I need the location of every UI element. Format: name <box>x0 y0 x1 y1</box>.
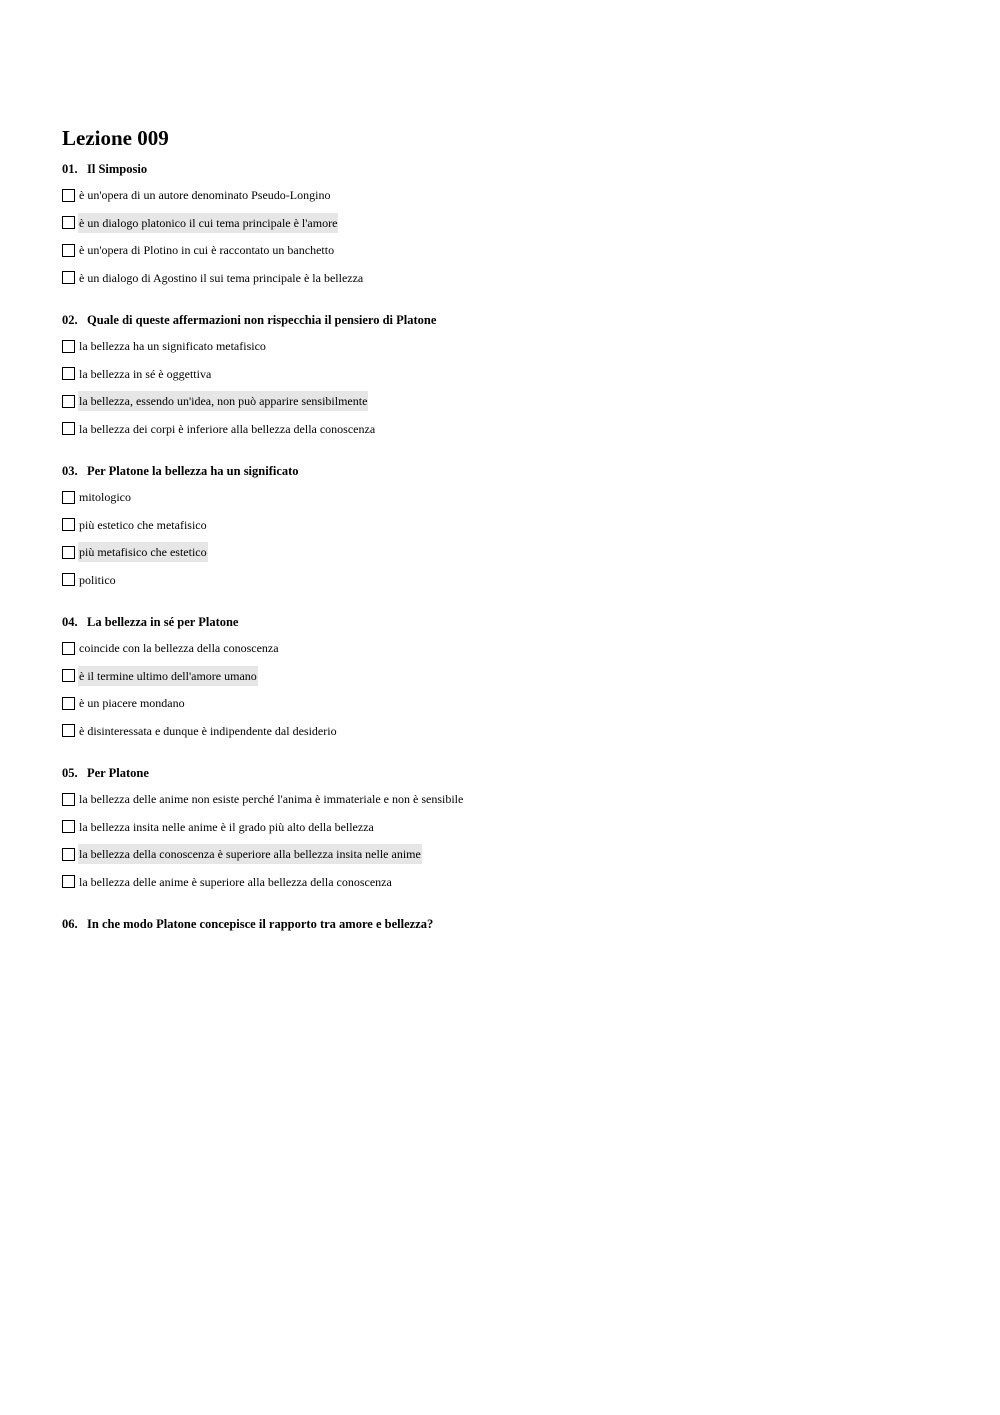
answer-text-highlighted: la bellezza della conoscenza è superiore alla bellezza insita nelle anime <box>78 844 422 864</box>
answer-text: la bellezza delle anime non esiste perché l'anima è immateriale e non è sensibile <box>79 792 464 806</box>
question-heading <box>62 461 962 481</box>
answer-checkbox[interactable] <box>62 724 75 737</box>
answer-checkbox[interactable] <box>62 422 75 435</box>
answer-option[interactable] <box>62 789 962 809</box>
answer-checkbox[interactable] <box>62 669 75 682</box>
answer-checkbox[interactable] <box>62 820 75 833</box>
answer-option[interactable] <box>62 570 962 590</box>
answer-text: è un piacere mondano <box>79 696 185 711</box>
answer-checkbox[interactable] <box>62 395 75 408</box>
answer-option[interactable] <box>62 185 962 205</box>
answer-text: la bellezza in sé è oggettiva <box>79 366 212 381</box>
question-1 <box>62 159 962 288</box>
answer-checkbox[interactable] <box>62 367 75 380</box>
answer-checkbox[interactable] <box>62 573 75 586</box>
answer-option[interactable] <box>62 721 962 741</box>
answer-checkbox[interactable] <box>62 848 75 861</box>
answer-option[interactable] <box>62 419 962 439</box>
question-text: Il Simposio <box>87 162 148 176</box>
answer-text-highlighted: è un dialogo platonico il cui tema principale è l'amore <box>78 213 338 233</box>
answer-text-highlighted: è il termine ultimo dell'amore umano <box>78 666 258 686</box>
answer-text: politico <box>79 572 116 587</box>
question-text: La bellezza in sé per Platone <box>87 615 239 629</box>
question-heading <box>62 159 962 179</box>
answer-checkbox[interactable] <box>62 875 75 888</box>
answer-checkbox[interactable] <box>62 491 75 504</box>
answer-text: mitologico <box>79 490 131 504</box>
answer-option[interactable] <box>62 391 962 411</box>
answer-checkbox[interactable] <box>62 216 75 229</box>
answer-option[interactable] <box>62 872 962 892</box>
answer-text: è un'opera di un autore denominato Pseudo-Longino <box>79 188 331 202</box>
answer-checkbox[interactable] <box>62 518 75 531</box>
question-number: 02. <box>62 313 78 327</box>
question-text: Quale di queste affermazioni non rispecchia il pensiero di Platone <box>87 313 437 327</box>
question-number: 03. <box>62 464 78 478</box>
question-number: 04. <box>62 615 78 629</box>
answer-option[interactable] <box>62 693 962 713</box>
question-text: Per Platone la bellezza ha un significato <box>87 464 299 478</box>
answer-option[interactable] <box>62 268 962 288</box>
answer-option[interactable] <box>62 364 962 384</box>
question-4 <box>62 612 962 741</box>
answer-option[interactable] <box>62 817 962 837</box>
answer-text: la bellezza delle anime è superiore alla bellezza della conoscenza <box>79 874 392 889</box>
question-number: 01. <box>62 162 78 176</box>
answer-option[interactable] <box>62 666 962 686</box>
answer-option[interactable] <box>62 844 962 864</box>
answer-option[interactable] <box>62 240 962 260</box>
question-text: In che modo Platone concepisce il rapporto tra amore e bellezza? <box>87 917 434 931</box>
answer-option[interactable] <box>62 487 962 507</box>
answer-option[interactable] <box>62 336 962 356</box>
answer-checkbox[interactable] <box>62 271 75 284</box>
answer-text-highlighted: la bellezza, essendo un'idea, non può apparire sensibilmente <box>78 391 368 411</box>
answer-text: la bellezza insita nelle anime è il grado più alto della bellezza <box>79 819 374 834</box>
question-2 <box>62 310 962 439</box>
answer-text: è un dialogo di Agostino il sui tema principale è la bellezza <box>79 270 364 285</box>
question-number: 06. <box>62 917 78 931</box>
answer-checkbox[interactable] <box>62 793 75 806</box>
answer-checkbox[interactable] <box>62 642 75 655</box>
answer-text: è disinteressata e dunque è indipendente dal desiderio <box>79 723 337 738</box>
question-heading <box>62 914 962 934</box>
answer-text: è un'opera di Plotino in cui è raccontato un banchetto <box>79 243 335 258</box>
page-title: Lezione 009 <box>62 126 169 150</box>
question-text: Per Platone <box>87 766 149 780</box>
question-6 <box>62 914 962 934</box>
answer-option[interactable] <box>62 638 962 658</box>
question-3 <box>62 461 962 590</box>
answer-text: coincide con la bellezza della conoscenza <box>79 641 279 655</box>
answer-text: la bellezza ha un significato metafisico <box>79 339 266 353</box>
question-heading <box>62 763 962 783</box>
question-number: 05. <box>62 766 78 780</box>
answer-checkbox[interactable] <box>62 189 75 202</box>
answer-text: la bellezza dei corpi è inferiore alla bellezza della conoscenza <box>79 421 376 436</box>
answer-checkbox[interactable] <box>62 244 75 257</box>
answer-checkbox[interactable] <box>62 697 75 710</box>
answer-checkbox[interactable] <box>62 340 75 353</box>
answer-option[interactable] <box>62 515 962 535</box>
question-heading <box>62 612 962 632</box>
question-5 <box>62 763 962 892</box>
answer-text: più estetico che metafisico <box>79 517 207 532</box>
answer-option[interactable] <box>62 213 962 233</box>
answer-checkbox[interactable] <box>62 546 75 559</box>
answer-option[interactable] <box>62 542 962 562</box>
question-heading <box>62 310 962 330</box>
answer-text-highlighted: più metafisico che estetico <box>78 542 208 562</box>
